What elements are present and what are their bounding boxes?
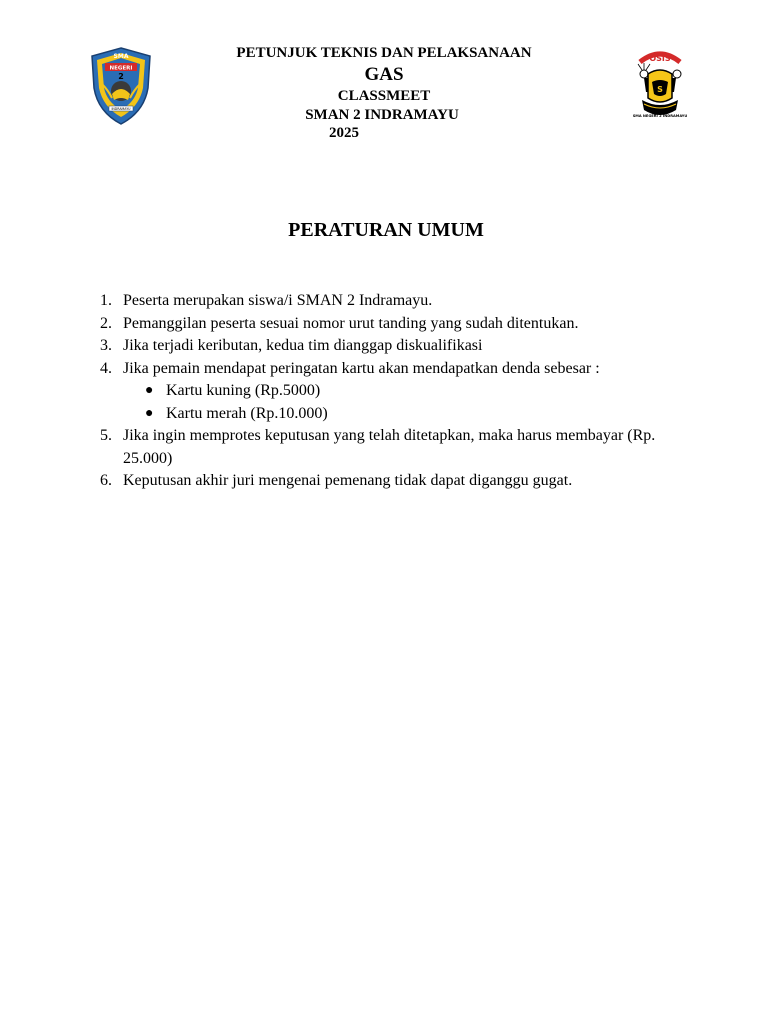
rules-list bbox=[100, 290, 680, 493]
logo-right-bottom-text: SMA NEGERI 2 INDRAMAYU bbox=[632, 114, 688, 118]
penalty-list bbox=[123, 380, 680, 425]
doc-header-title: PETUNJUK TEKNIS DAN PELAKSANAAN bbox=[236, 45, 532, 61]
rule-item bbox=[100, 470, 680, 493]
rule-number: 5. bbox=[100, 427, 112, 444]
penalty-text: Kartu merah (Rp.10.000) bbox=[166, 404, 328, 422]
rule-item bbox=[100, 425, 680, 470]
doc-header-year: 2025 bbox=[329, 125, 359, 141]
rule-text: Keputusan akhir juri mengenai pemenang tidak dapat diganggu gugat. bbox=[123, 472, 573, 489]
rule-number: 2. bbox=[100, 314, 112, 332]
penalty-item bbox=[145, 403, 680, 426]
bullet-icon: ● bbox=[145, 383, 154, 398]
logo-left-bottom-text: INDRAMAYU bbox=[111, 107, 131, 111]
section-title: PERATURAN UMUM bbox=[288, 219, 484, 241]
rule-number: 6. bbox=[100, 472, 112, 489]
rule-item bbox=[100, 313, 680, 336]
doc-header-school: SMAN 2 INDRAMAYU bbox=[305, 107, 459, 123]
rule-text: Jika terjadi keributan, kedua tim dianggap diskualifikasi bbox=[123, 337, 483, 354]
rule-number: 4. bbox=[100, 359, 112, 377]
rule-item bbox=[100, 290, 680, 313]
doc-header-event: GAS bbox=[364, 64, 404, 85]
penalty-item bbox=[145, 380, 680, 403]
penalty-text: Kartu kuning (Rp.5000) bbox=[166, 382, 321, 399]
rule-item bbox=[100, 335, 680, 358]
doc-header-subtitle: CLASSMEET bbox=[337, 88, 431, 104]
rule-item bbox=[100, 358, 680, 426]
rule-number: 1. bbox=[100, 292, 112, 309]
osis-emblem-glyph: S bbox=[657, 85, 663, 94]
rule-text: Jika ingin memprotes keputusan yang telah ditetapkan, maka harus membayar (Rp. 25.000) bbox=[123, 427, 656, 467]
logo-left-band-text: NEGERI bbox=[109, 65, 133, 72]
rule-number: 3. bbox=[100, 337, 112, 354]
logo-left-top-text: SMA bbox=[113, 53, 129, 60]
logo-left-number: 2 bbox=[118, 72, 124, 81]
rule-text: Jika pemain mendapat peringatan kartu akan mendapatkan denda sebesar : bbox=[123, 359, 600, 377]
rule-text: Pemanggilan peserta sesuai nomor urut tanding yang sudah ditentukan. bbox=[123, 314, 579, 332]
logo-right-top-text: OSIS bbox=[649, 54, 671, 63]
bullet-icon: ● bbox=[145, 405, 154, 421]
rule-text: Peserta merupakan siswa/i SMAN 2 Indramayu. bbox=[123, 292, 433, 309]
